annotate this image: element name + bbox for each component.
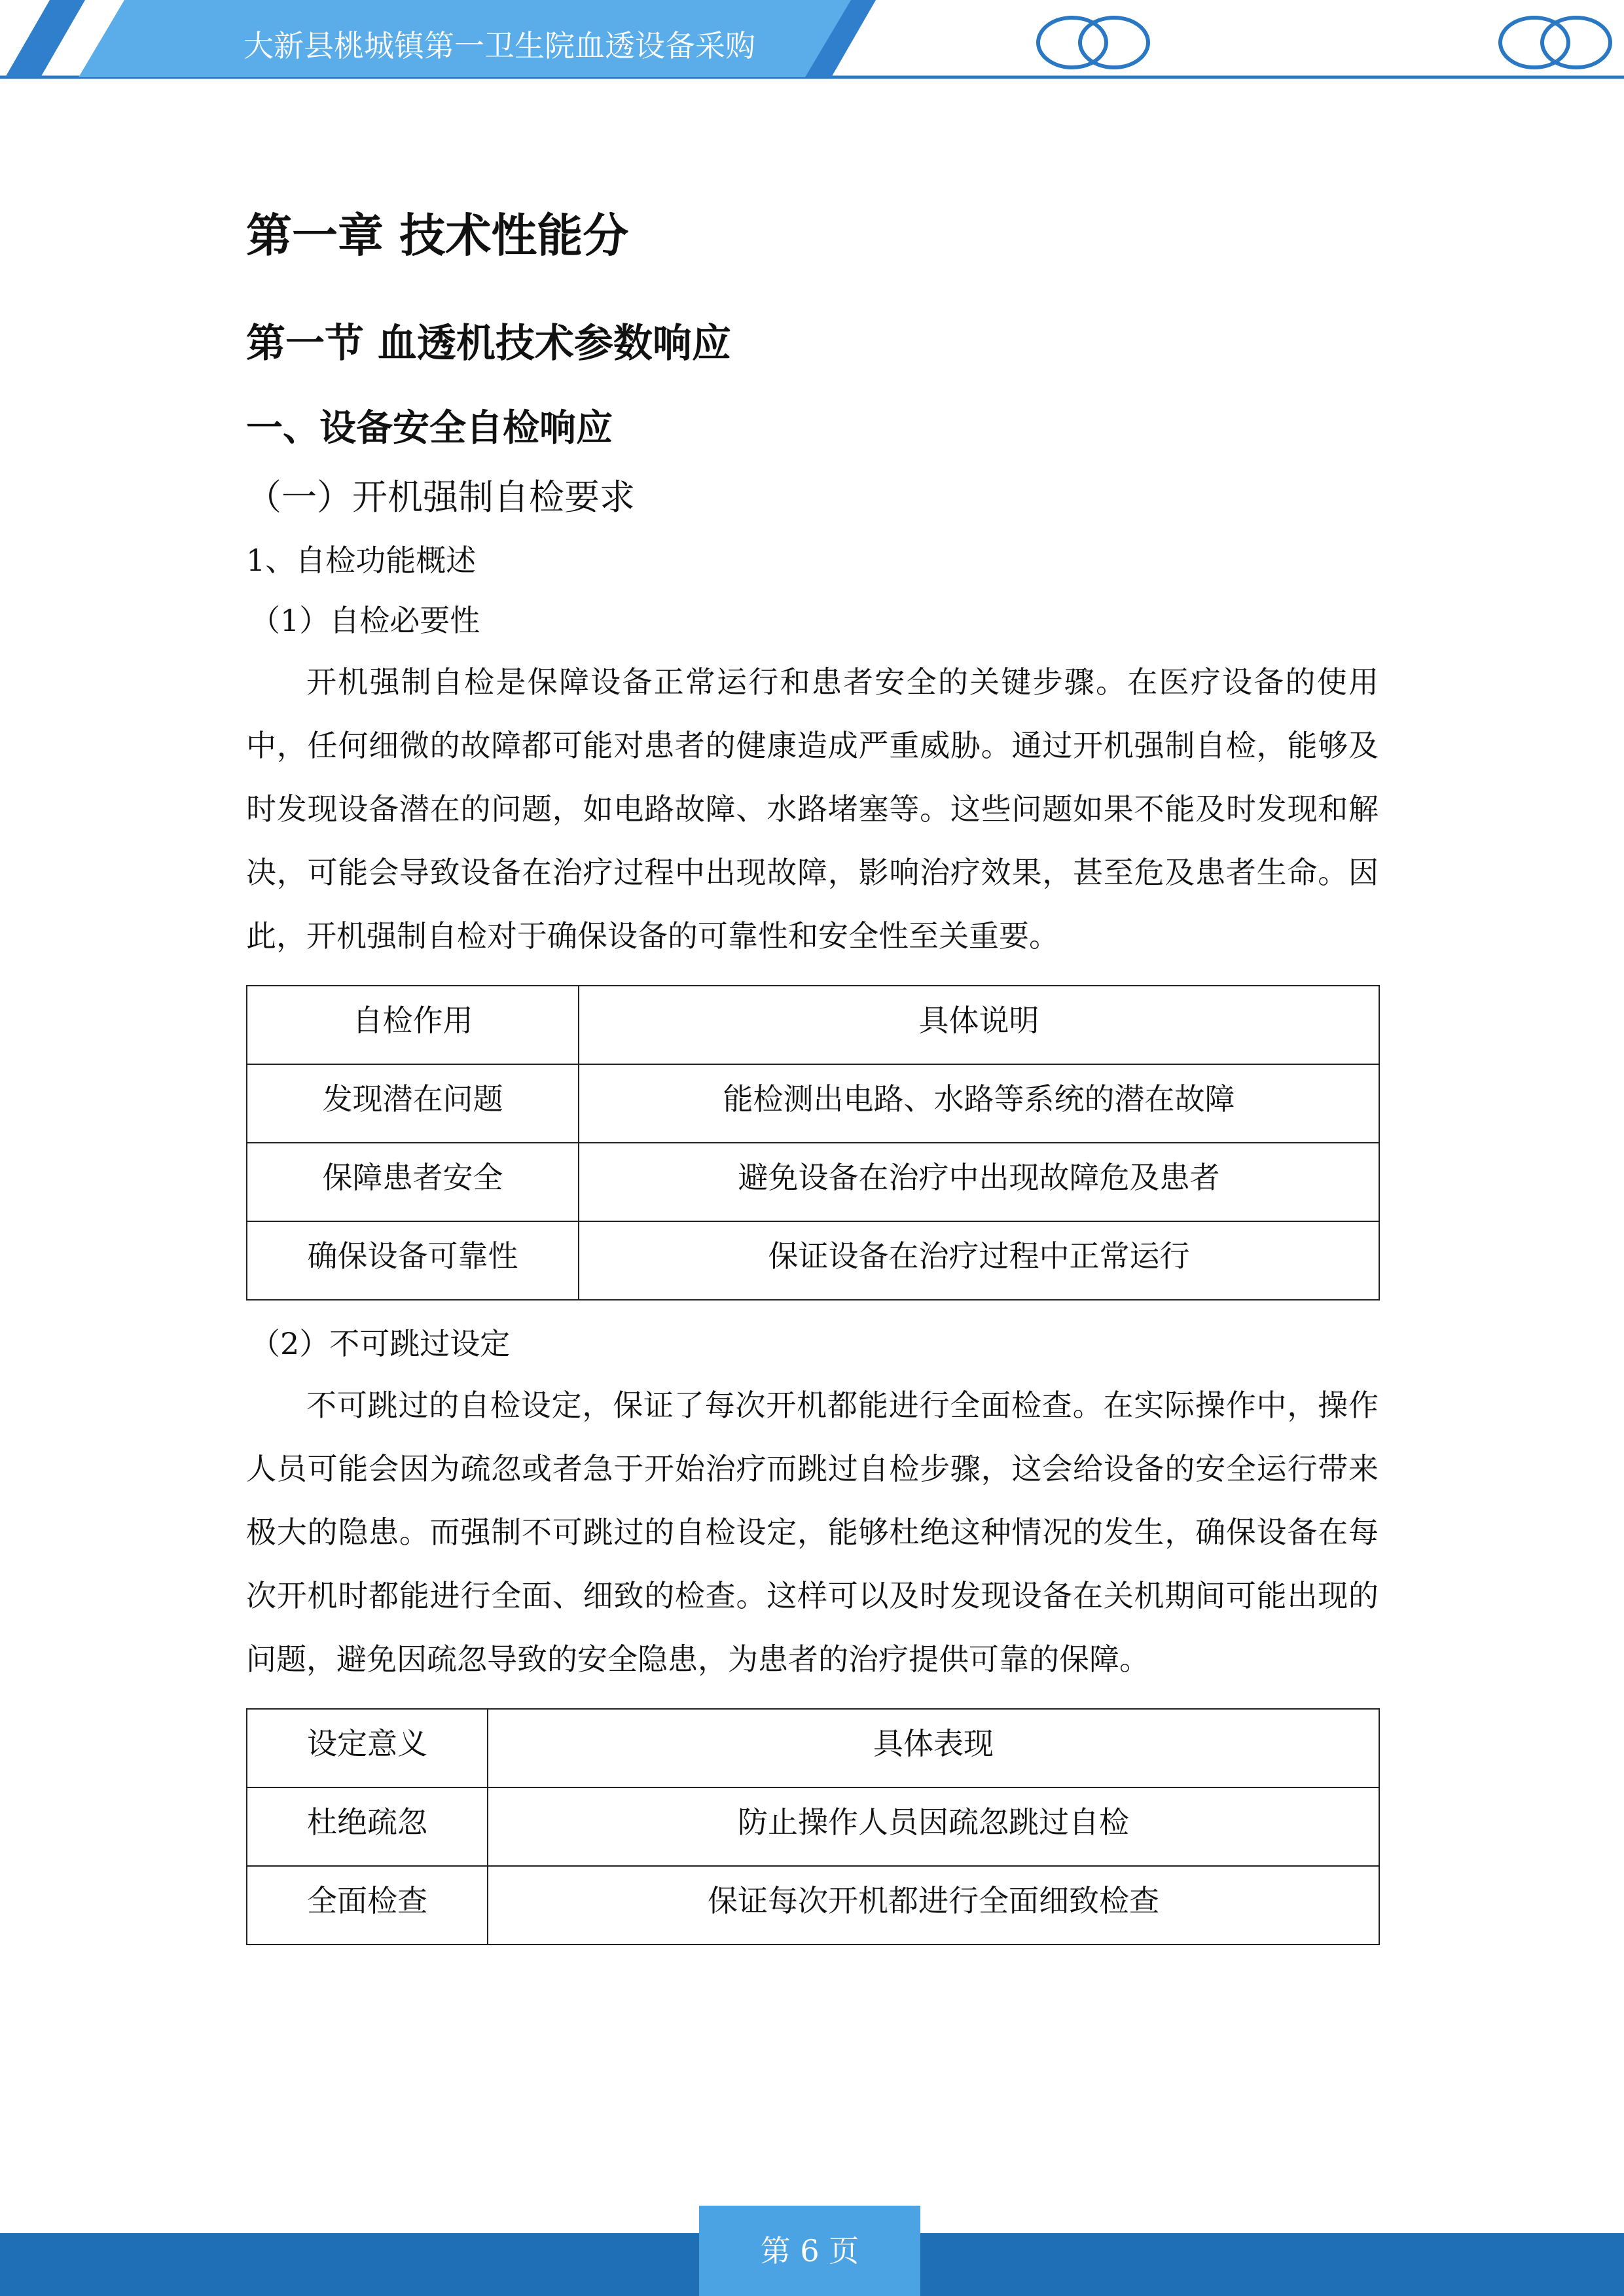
table-cell: 全面检查	[247, 1866, 488, 1945]
table-row	[247, 1866, 1379, 1945]
table-cell: 保证设备在治疗过程中正常运行	[579, 1221, 1379, 1300]
table-header-cell: 具体表现	[488, 1709, 1379, 1787]
table-header-row	[247, 986, 1379, 1064]
table-row	[247, 1221, 1379, 1300]
page-number: 第 6 页	[760, 2233, 859, 2269]
self-check-table	[246, 985, 1380, 1300]
sub-subsection-heading: （一）开机强制自检要求	[246, 476, 635, 518]
section-heading: 第一节 血透机技术参数响应	[246, 321, 731, 367]
table-cell: 避免设备在治疗中出现故障危及患者	[579, 1143, 1379, 1221]
table-cell: 确保设备可靠性	[247, 1221, 579, 1300]
header-title: 大新县桃城镇第一卫生院血透设备采购	[244, 28, 755, 63]
table-row	[247, 1064, 1379, 1143]
table-header-row	[247, 1709, 1379, 1787]
header-logo-icon-right	[1494, 13, 1617, 72]
table-header-cell: 自检作用	[247, 986, 579, 1064]
page-footer	[0, 2233, 1624, 2296]
table-cell: 杜绝疏忽	[247, 1787, 488, 1866]
table-cell: 保障患者安全	[247, 1143, 579, 1221]
page-header	[0, 0, 1624, 85]
table-row	[247, 1143, 1379, 1221]
paragraph: 开机强制自检是保障设备正常运行和患者安全的关键步骤。在医疗设备的使用中，任何细微的故障都可能对患者的健康造成严重威胁。通过开机强制自检，能够及时发现设备潜在的问题，如电路故障、水路堵塞等。这些问题如果不能及时发现和解决，可能会导致设备在治疗过程中出现故障，影响治疗效果，甚至危及患者生命。因此，开机强制自检对于确保设备的可靠性和安全性至关重要。	[246, 664, 1379, 954]
table-header-cell: 设定意义	[247, 1709, 488, 1787]
table-cell: 保证每次开机都进行全面细致检查	[488, 1866, 1379, 1945]
paragraph: 不可跳过的自检设定，保证了每次开机都能进行全面检查。在实际操作中，操作人员可能会因为疏忽或者急于开始治疗而跳过自检步骤，这会给设备的安全运行带来极大的隐患。而强制不可跳过的自检设定，能够杜绝这种情况的发生，确保设备在每次开机时都能进行全面、细致的检查。这样可以及时发现设备在关机期间可能出现的问题，避免因疏忽导致的安全隐患，为患者的治疗提供可靠的保障。	[246, 1388, 1379, 1677]
item-subheading: （1）自检必要性	[250, 603, 480, 638]
item-subheading: （2）不可跳过设定	[250, 1326, 511, 1361]
table-row	[247, 1787, 1379, 1866]
document-body	[246, 190, 1379, 1958]
table-cell: 防止操作人员因疏忽跳过自检	[488, 1787, 1379, 1866]
table-cell: 能检测出电路、水路等系统的潜在故障	[579, 1064, 1379, 1143]
header-stripe	[5, 0, 85, 77]
setting-table	[246, 1708, 1380, 1945]
chapter-heading: 第一章 技术性能分	[246, 209, 629, 262]
item-heading: 1、自检功能概述	[246, 543, 477, 578]
subsection-heading: 一、设备安全自检响应	[246, 407, 613, 450]
table-cell: 发现潜在问题	[247, 1064, 579, 1143]
table-header-cell: 具体说明	[579, 986, 1379, 1064]
header-logo-icon	[1032, 13, 1155, 72]
